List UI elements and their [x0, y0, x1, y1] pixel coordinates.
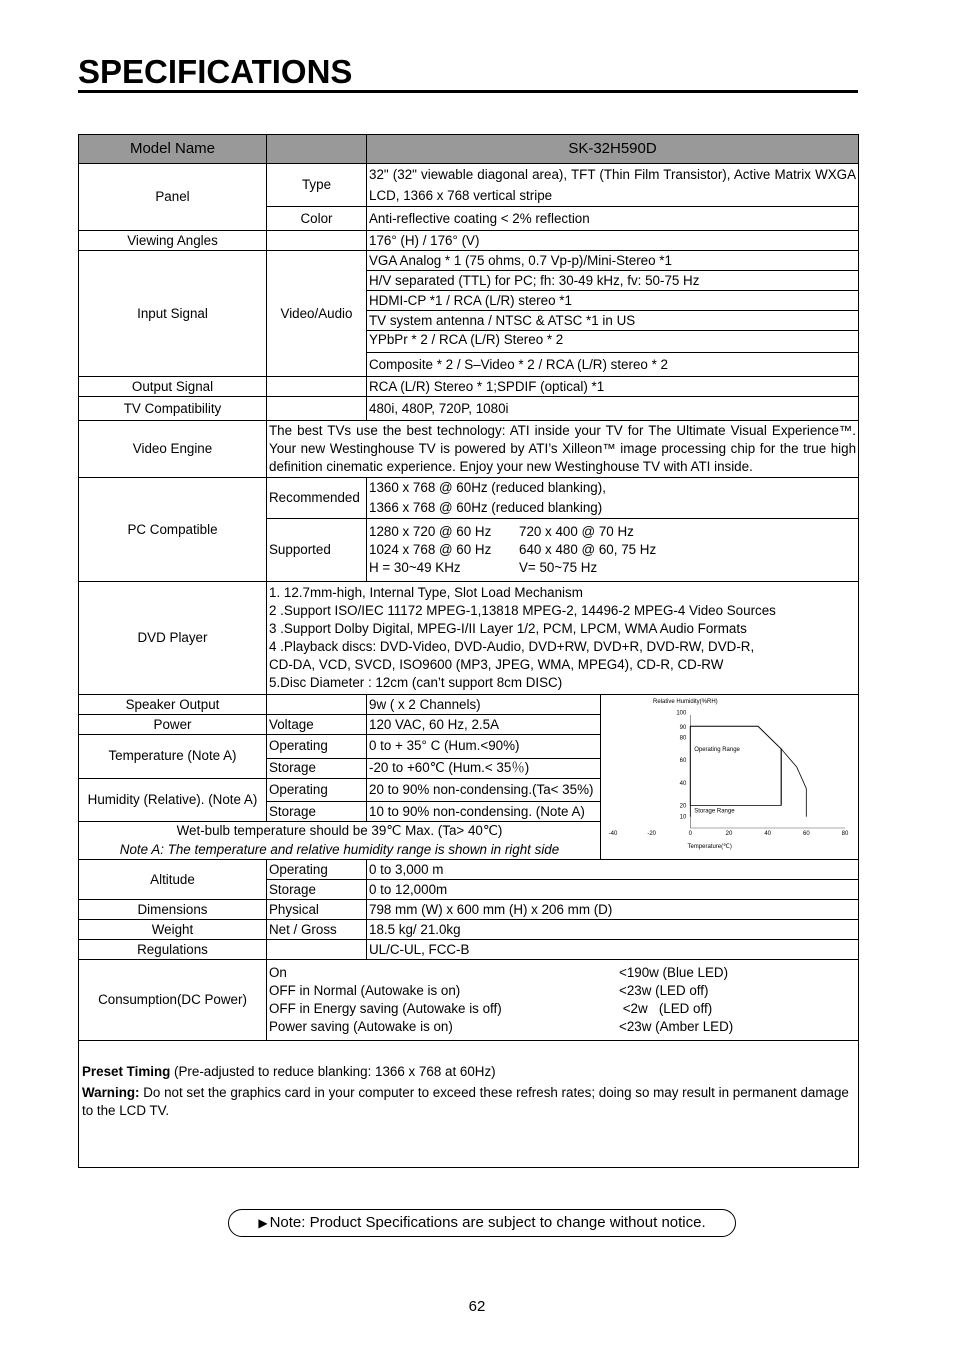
- storage-range-label: Storage Range: [694, 808, 735, 815]
- dimensions-row: [79, 900, 859, 920]
- input-sub-label: Video/Audio: [267, 251, 367, 377]
- power-value: 120 VAC, 60 Hz, 2.5A: [367, 715, 601, 735]
- weight-sub-label: Net / Gross: [267, 920, 367, 940]
- note-a: Note A: The temperature and relative humidity range is shown in right side: [79, 841, 601, 860]
- panel-label: Panel: [79, 164, 267, 231]
- humidity-op-label: Operating: [267, 778, 367, 802]
- chart-y-tick-label: 90: [679, 724, 687, 731]
- blank-cell: [267, 231, 367, 251]
- tv-value: 480i, 480P, 720P, 1080i: [367, 397, 859, 421]
- dimensions-value: 798 mm (W) x 600 mm (H) x 206 mm (D): [367, 900, 859, 920]
- dvd-label: DVD Player: [79, 582, 267, 695]
- preset-timing-text: (Pre-adjusted to reduce blanking: 1366 x 768 at 60Hz): [170, 1064, 496, 1079]
- chart-x-tick-label: 60: [802, 831, 810, 837]
- altitude-st-label: Storage: [267, 880, 367, 900]
- preset-timing-heading: Preset Timing: [82, 1064, 171, 1079]
- humidity-st-value: 10 to 90% non-condensing. (Note A): [367, 802, 601, 822]
- panel-type-value: 32" (32" viewable diagonal area), TFT (Thin Film Transistor), Active Matrix WXGA LCD, 1366 x 768 vertical stripe: [367, 164, 859, 207]
- consumption-power: <190w (Blue LED): [619, 965, 729, 980]
- operating-range-label: Operating Range: [694, 747, 740, 754]
- tv-label: TV Compatibility: [79, 397, 267, 421]
- regulations-label: Regulations: [79, 940, 267, 960]
- chart-y-tick-label: 80: [679, 735, 687, 742]
- blank-cell: [267, 940, 367, 960]
- storage-range-outline: [690, 749, 806, 817]
- pc-supported-values: [367, 519, 859, 582]
- pc-supported-grid: [369, 523, 856, 577]
- dvd-line: 2 .Support ISO/IEC 11172 MPEG-1,13818 MPEG-2, 14496-2 MPEG-4 Video Sources: [269, 603, 776, 618]
- model-name-label: Model Name: [79, 135, 267, 164]
- chart-y-tick-label: 10: [679, 814, 687, 821]
- consumption-values: [267, 960, 859, 1041]
- pc-supported-label: Supported: [267, 519, 367, 582]
- notice-text: Note: Product Specifications are subject to change without notice.: [269, 1214, 706, 1231]
- pc-supported-cell: 720 x 400 @ 70 Hz: [519, 524, 634, 539]
- chart-x-axis-label: Temperature(℃): [687, 844, 732, 850]
- pc-label: PC Compatible: [79, 478, 267, 582]
- consumption-row: [79, 960, 859, 1041]
- warning-text: Do not set the graphics card in your computer to exceed these refresh rates; doing so may result in permanent damage to the LCD TV.: [82, 1085, 849, 1118]
- chart-x-tick-label: -40: [608, 831, 618, 837]
- chart-x-tick-label: 20: [725, 831, 733, 837]
- altitude-label: Altitude: [79, 860, 267, 900]
- chart-y-axis-label: Relative Humidity(%RH): [653, 699, 718, 705]
- panel-color-value: Anti-reflective coating < 2% reflection: [367, 207, 859, 231]
- play-arrow-icon: ▶: [258, 1216, 268, 1230]
- humidity-op-value: 20 to 90% non-condensing.(Ta< 35%): [367, 778, 601, 802]
- blank-cell: [267, 397, 367, 421]
- warning-heading: Warning:: [82, 1085, 140, 1100]
- dimensions-label: Dimensions: [79, 900, 267, 920]
- viewing-value: 176° (H) / 176° (V): [367, 231, 859, 251]
- dvd-line: 3 .Support Dolby Digital, MPEG-I/II Layer 1/2, PCM, LPCM, WMA Audio Formats: [269, 621, 747, 636]
- panel-type-label: Type: [267, 164, 367, 207]
- chart-y-tick-label: 40: [679, 780, 687, 787]
- notes-cell: [79, 1041, 859, 1168]
- input-label: Input Signal: [79, 251, 267, 377]
- viewing-label: Viewing Angles: [79, 231, 267, 251]
- input-value: VGA Analog * 1 (75 ohms, 0.7 Vp-p)/Mini-Stereo *1: [367, 251, 859, 271]
- consumption-mode: OFF in Energy saving (Autowake is off): [269, 1001, 502, 1016]
- pc-recommended-values: [367, 478, 859, 519]
- pc-supported-cell: H = 30~49 KHz: [369, 560, 461, 575]
- dvd-line: CD-DA, VCD, SVCD, ISO9600 (MP3, JPEG, WMA, MPEG4), CD-R, CD-RW: [269, 657, 724, 672]
- temperature-label: Temperature (Note A): [79, 735, 267, 779]
- model-name-value: SK-32H590D: [367, 135, 859, 164]
- title-underline: [78, 90, 858, 93]
- humidity-label: Humidity (Relative). (Note A): [79, 778, 267, 822]
- humidity-chart-cell: [601, 695, 859, 860]
- speaker-row: [79, 695, 859, 715]
- spec-table: [78, 134, 859, 1168]
- temperature-op-value: 0 to + 35° C (Hum.<90%): [367, 735, 601, 759]
- altitude-st-value: 0 to 12,000m: [367, 880, 859, 900]
- dvd-line: 5.Disc Diameter : 12cm (can’t support 8cm DISC): [269, 675, 563, 690]
- blank-cell: [267, 377, 367, 397]
- consumption-mode: Power saving (Autowake is on): [269, 1019, 453, 1034]
- weight-label: Weight: [79, 920, 267, 940]
- regulations-row: [79, 940, 859, 960]
- input-value: Composite * 2 / S–Video * 2 / RCA (L/R) stereo * 2: [367, 353, 859, 377]
- engine-row: [79, 421, 859, 478]
- panel-type-row: [79, 164, 859, 207]
- pc-recommended-label: Recommended: [267, 478, 367, 519]
- chart-y-tick-label: 20: [679, 803, 687, 810]
- pc-supported-cell: 1280 x 720 @ 60 Hz: [369, 524, 492, 539]
- pc-supported-cell: 640 x 480 @ 60, 75 Hz: [519, 542, 657, 557]
- preset-timing-note: [82, 1063, 855, 1081]
- dvd-row: [79, 582, 859, 695]
- operating-range-outline: [690, 726, 781, 805]
- pc-recommended-row: [79, 478, 859, 519]
- chart-x-tick-label: 40: [764, 831, 772, 837]
- output-value: RCA (L/R) Stereo * 1;SPDIF (optical) *1: [367, 377, 859, 397]
- output-row: [79, 377, 859, 397]
- consumption-power: <2w (LED off): [619, 1001, 713, 1016]
- input-value: HDMI-CP *1 / RCA (L/R) stereo *1: [367, 291, 859, 311]
- power-sub-label: Voltage: [267, 715, 367, 735]
- chart-x-tick-label: 0: [688, 831, 693, 837]
- altitude-op-value: 0 to 3,000 m: [367, 860, 859, 880]
- humidity-st-label: Storage: [267, 802, 367, 822]
- regulations-value: UL/C-UL, FCC-B: [367, 940, 859, 960]
- wetbulb-note: Wet-bulb temperature should be 39℃ Max. (Ta> 40℃): [79, 822, 601, 841]
- blank-cell: [267, 695, 367, 715]
- input-value: TV system antenna / NTSC & ATSC *1 in US: [367, 311, 859, 331]
- pc-recommended-line: 1360 x 768 @ 60Hz (reduced blanking),: [369, 480, 606, 495]
- chart-x-tick-label: 80: [841, 831, 849, 837]
- viewing-row: [79, 231, 859, 251]
- altitude-op-label: Operating: [267, 860, 367, 880]
- header-blank-cell: [267, 135, 367, 164]
- dimensions-sub-label: Physical: [267, 900, 367, 920]
- power-label: Power: [79, 715, 267, 735]
- consumption-label: Consumption(DC Power): [79, 960, 267, 1041]
- weight-value: 18.5 kg/ 21.0kg: [367, 920, 859, 940]
- input-value: YPbPr * 2 / RCA (L/R) Stereo * 2: [367, 331, 859, 353]
- temperature-op-label: Operating: [267, 735, 367, 759]
- chart-y-tick-label: 100: [676, 710, 687, 717]
- consumption-mode: On: [269, 965, 287, 980]
- header-row: [79, 135, 859, 164]
- engine-label: Video Engine: [79, 421, 267, 478]
- panel-color-label: Color: [267, 207, 367, 231]
- input-row: [79, 251, 859, 271]
- notes-row: [79, 1041, 859, 1168]
- notice-box: [228, 1209, 736, 1237]
- weight-row: [79, 920, 859, 940]
- temperature-st-label: Storage: [267, 758, 367, 778]
- pc-supported-cell: V= 50~75 Hz: [519, 560, 598, 575]
- tv-row: [79, 397, 859, 421]
- consumption-power: <23w (Amber LED): [619, 1019, 734, 1034]
- consumption-grid: [269, 964, 856, 1036]
- pc-recommended-line: 1366 x 768 @ 60Hz (reduced blanking): [369, 500, 603, 515]
- chart-x-tick-label: -20: [647, 831, 657, 837]
- dvd-line: 4 .Playback discs: DVD-Video, DVD-Audio, DVD+RW, DVD+R, DVD-RW, DVD-R,: [269, 639, 755, 654]
- output-label: Output Signal: [79, 377, 267, 397]
- page-number: 62: [468, 1298, 486, 1315]
- temperature-st-value: -20 to +60℃ (Hum.< 35％): [367, 758, 601, 778]
- page-title: SPECIFICATIONS: [78, 53, 353, 90]
- engine-value: The best TVs use the best technology: ATI inside your TV for The Ultimate Visual Experience™. Your new Westinghouse TV is powered by ATI’s Xilleon™ image processing chip for the true high definition cinematic experience. Enjoy your new Westinghouse TV with ATI inside.: [267, 421, 859, 478]
- dvd-line: 1. 12.7mm-high, Internal Type, Slot Load Mechanism: [269, 585, 583, 600]
- input-value: H/V separated (TTL) for PC; fh: 30-49 kHz, fv: 50-75 Hz: [367, 271, 859, 291]
- speaker-value: 9w ( x 2 Channels): [367, 695, 601, 715]
- altitude-op-row: [79, 860, 859, 880]
- humidity-temperature-chart: [601, 695, 857, 854]
- pc-supported-cell: 1024 x 768 @ 60 Hz: [369, 542, 492, 557]
- warning-note: [82, 1084, 855, 1120]
- consumption-power: <23w (LED off): [619, 983, 709, 998]
- speaker-label: Speaker Output: [79, 695, 267, 715]
- consumption-mode: OFF in Normal (Autowake is on): [269, 983, 461, 998]
- chart-y-tick-label: 60: [679, 758, 687, 765]
- dvd-values: [267, 582, 859, 695]
